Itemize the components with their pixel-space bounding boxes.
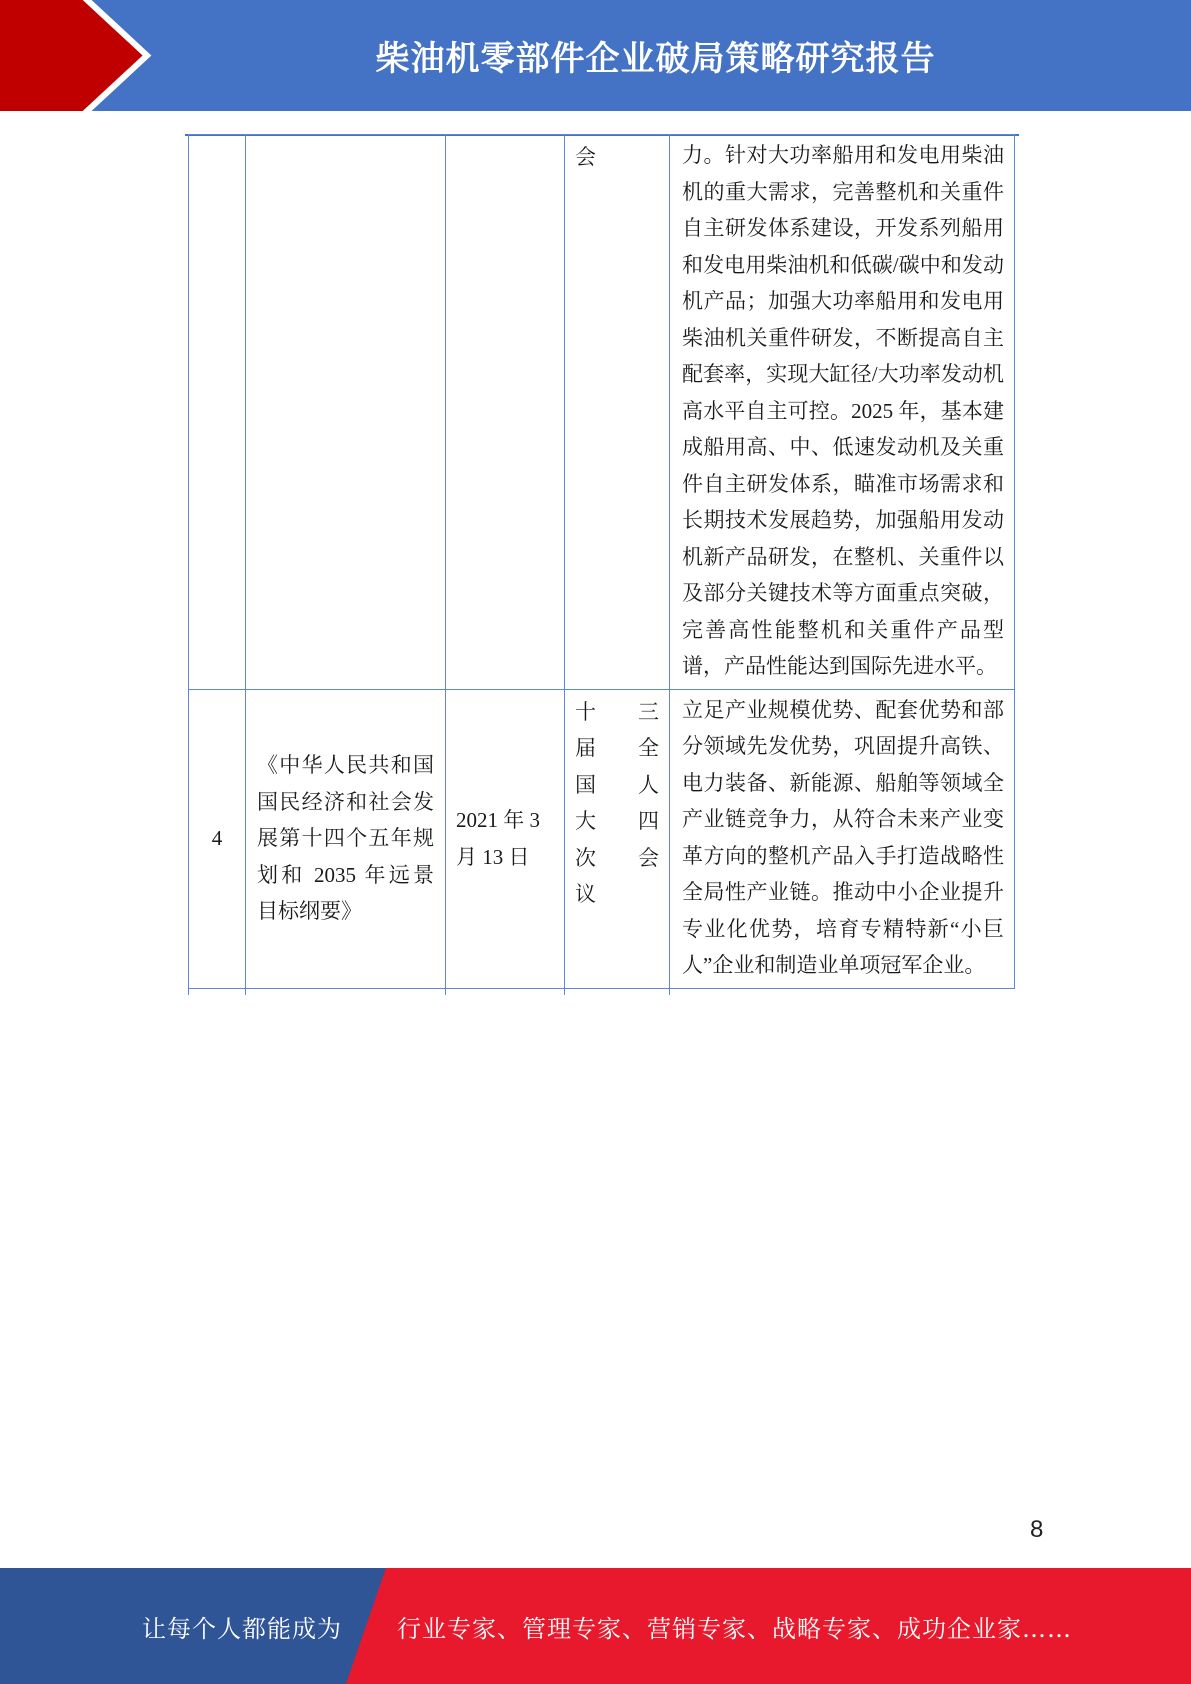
policy-table — [188, 134, 1016, 977]
issuing-body-cell — [565, 689, 670, 988]
issue-date-cell — [446, 135, 565, 690]
table-row — [189, 689, 1015, 988]
policy-content-cell: 立足产业规模优势、配套优势和部分领域先发优势，巩固提升高铁、电力装备、新能源、船舶等领域全产业链竞争力，从符合未来产业变革方向的整机产品入手打造战略性全局性产业链。推动中小企业提升专业化优势，培育专精特新“小巨人”企业和制造业单项冠军企业。 — [670, 689, 1015, 988]
table-cell-stub — [446, 988, 565, 995]
issuing-body-cell — [565, 135, 670, 690]
table-cell-stub — [565, 988, 670, 995]
issuing-body-char: 三 — [638, 699, 659, 724]
policy-title-cell: 《中华人民共和国国民经济和社会发展第十四个五年规划和 2035 年远景目标纲要》 — [246, 689, 446, 988]
issuing-body-char — [621, 876, 659, 913]
page-footer — [0, 1568, 1191, 1684]
issuing-body-char: 会 — [575, 145, 596, 169]
page-header — [0, 0, 1191, 111]
row-number-cell — [189, 135, 246, 690]
table-cell-stub — [246, 988, 446, 995]
policy-content-cell: 力。针对大功率船用和发电用柴油机的重大需求，完善整机和关重件自主研发体系建设，开发系列船用和发电用柴油机和低碳/碳中和发动机产品；加强大功率船用和发电用柴油机关重件研发，不断提高自主配套率，实现大缸径/大功率发动机高水平自主可控。2025 年，基本建成船用高、中、低速发动机及关重件自主研发体系，瞄准市场需求和长期技术发展趋势，加强船用发动机新产品研发，在整机、关重件以及部分关键技术等方面重点突破，完善高性能整机和关重件产品型谱，产品性能达到国际先进水平。 — [670, 135, 1015, 690]
table-row-continuation — [189, 988, 1015, 995]
issuing-body-char: 国 — [575, 772, 596, 797]
issue-date-cell: 2021 年 3 月 13 日 — [446, 689, 565, 988]
issuing-body-char: 全 — [638, 736, 659, 760]
footer-slogan-left: 让每个人都能成为 — [142, 1614, 342, 1643]
issuing-body-char: 议 — [575, 882, 596, 906]
issuing-body-char: 次 — [575, 845, 596, 870]
issuing-body-char: 届 — [575, 736, 596, 760]
policy-title-cell — [246, 135, 446, 690]
table-cell-stub — [189, 988, 246, 995]
table-cell-stub — [670, 988, 1015, 995]
row-number-cell: 4 — [189, 689, 246, 988]
footer-slogan-right: 行业专家、管理专家、营销专家、战略专家、成功企业家…… — [397, 1614, 1072, 1643]
issuing-body-char: 四 — [638, 809, 659, 833]
issuing-body-char: 大 — [575, 809, 596, 833]
issuing-body-char: 人 — [638, 772, 659, 797]
report-title: 柴油机零部件企业破局策略研究报告 — [375, 39, 936, 79]
page-number: 8 — [1030, 1516, 1044, 1543]
issuing-body-char: 会 — [638, 845, 659, 870]
issuing-body-char: 十 — [575, 699, 596, 724]
table-row — [189, 135, 1015, 690]
